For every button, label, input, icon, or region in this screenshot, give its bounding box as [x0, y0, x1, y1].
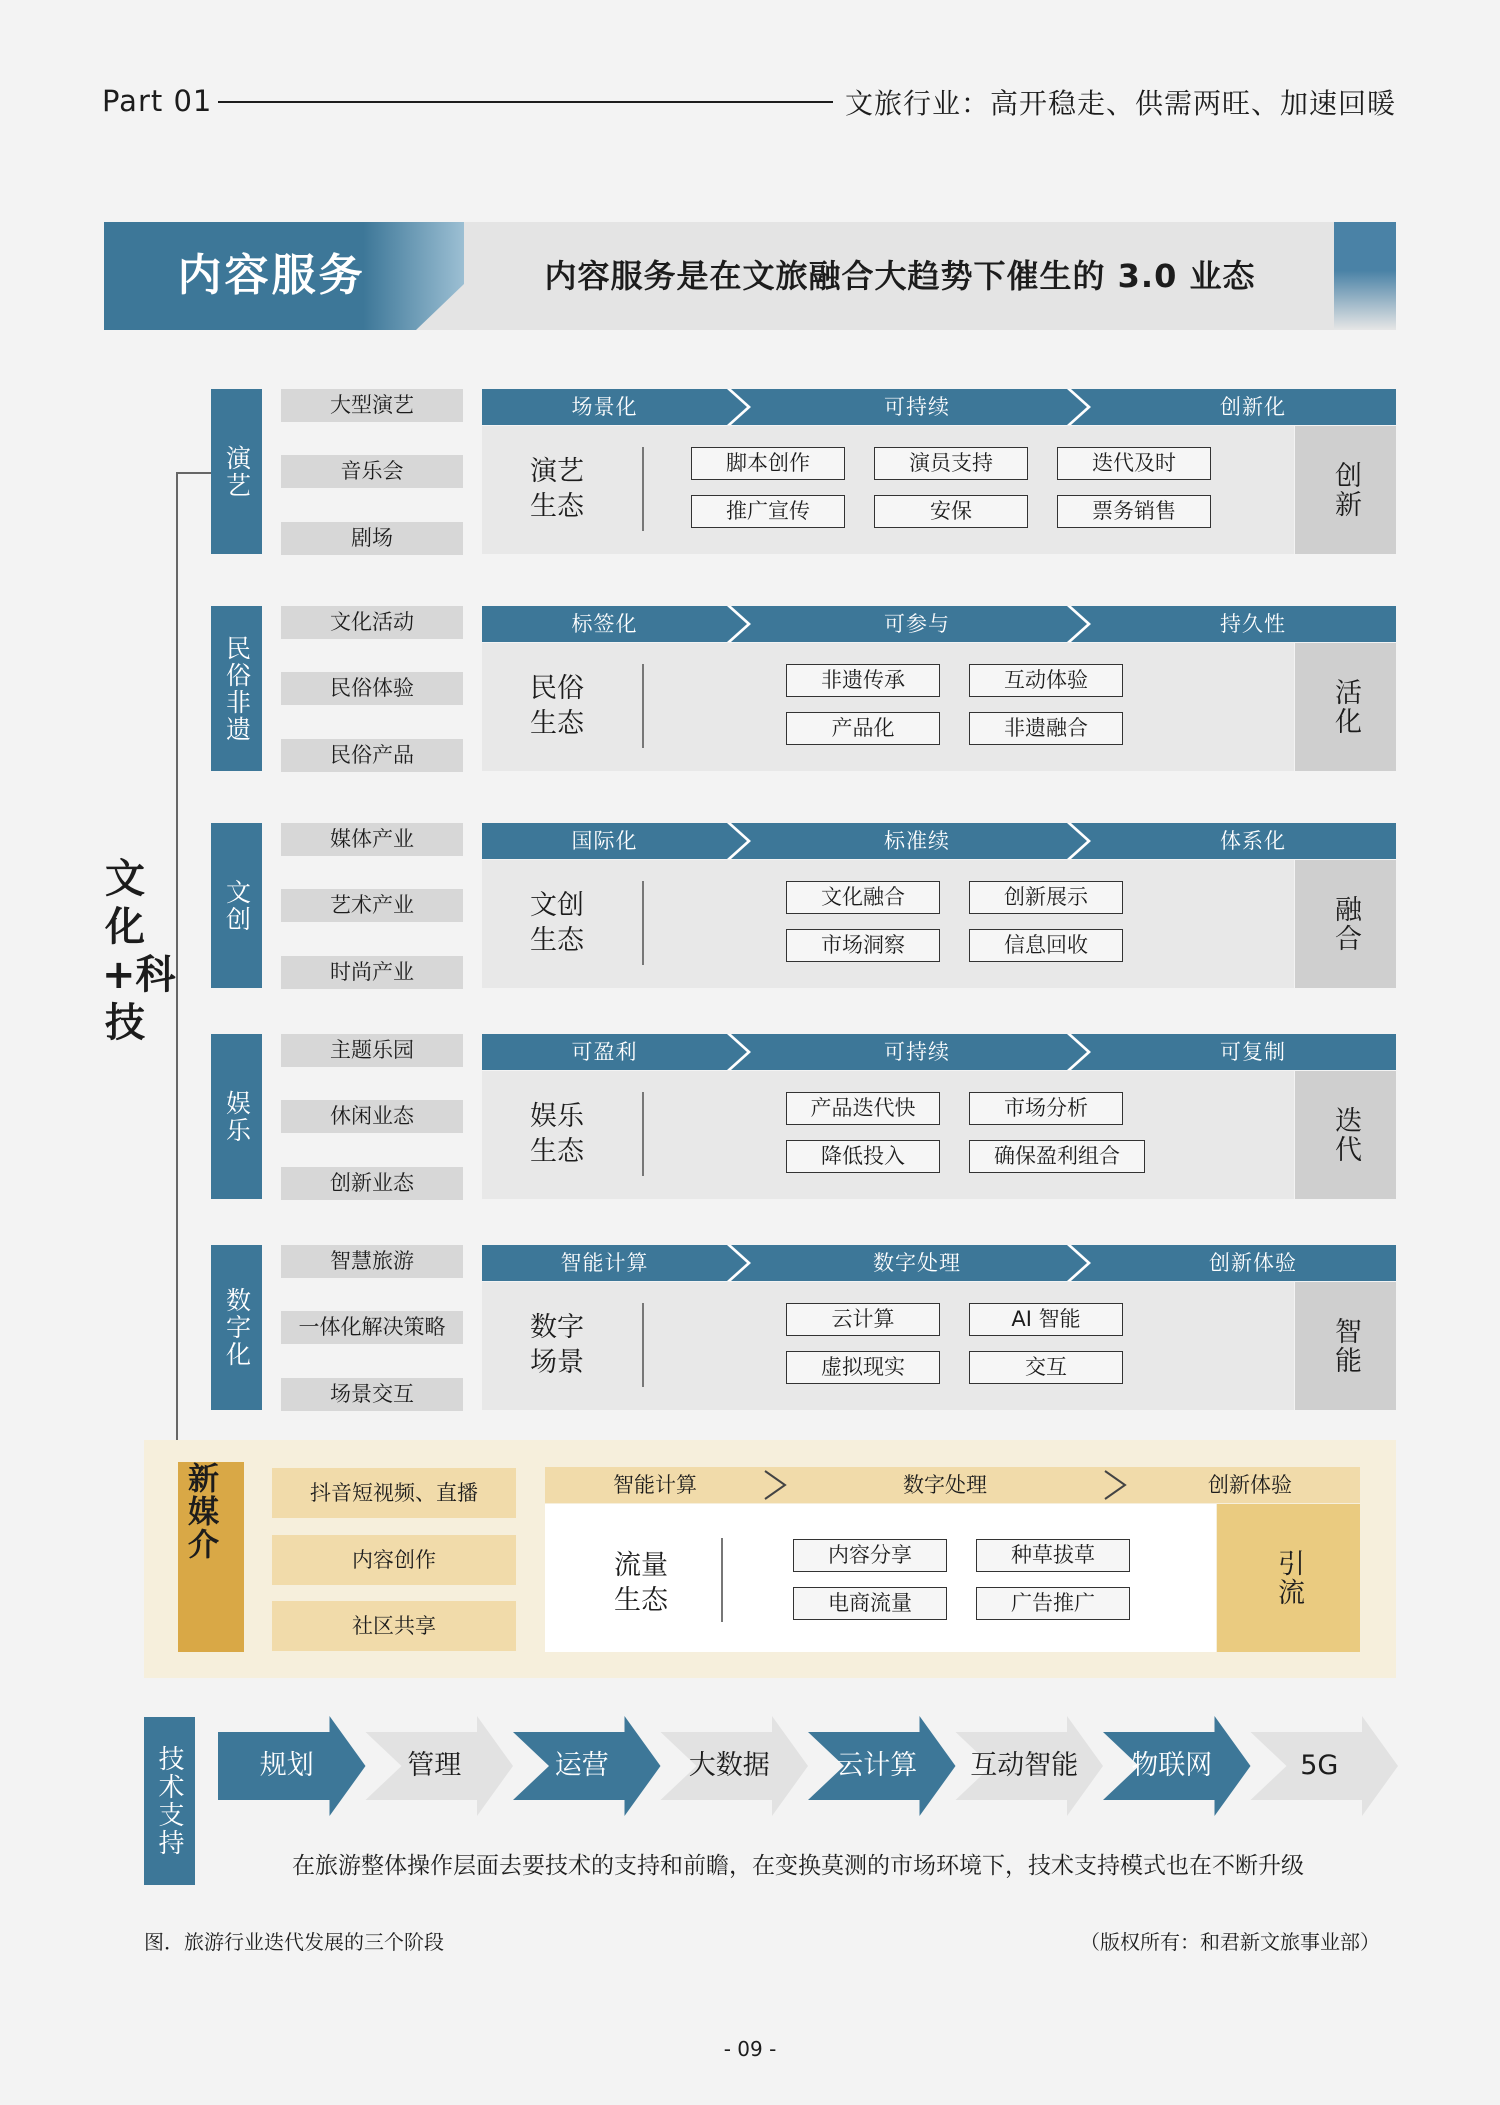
new-media-tag: 广告推广 — [976, 1587, 1130, 1620]
attribute-tag: 脚本创作 — [691, 447, 845, 480]
category-box — [211, 1034, 262, 1199]
header-title: 文旅行业：高开稳走、供需两旺、加速回暖 — [844, 87, 1396, 120]
tech-support-label: 技术支持 — [154, 1745, 184, 1857]
outcome-box — [1295, 1282, 1396, 1410]
stage-panel — [482, 860, 1294, 988]
ecosystem-label — [512, 454, 602, 524]
sub-item: 剧场 — [281, 522, 463, 555]
attribute-tag: AI 智能 — [969, 1303, 1123, 1336]
category-box — [211, 606, 262, 771]
ecosystem-line: 生态 — [614, 1585, 668, 1616]
ecosystem-line: 数字 — [530, 1312, 584, 1343]
attribute-tag: 迭代及时 — [1057, 447, 1211, 480]
stage-label: 创新化 — [1220, 395, 1286, 419]
outcome-box — [1295, 643, 1396, 771]
new-media-category — [178, 1462, 244, 1652]
attribute-tag: 交互 — [969, 1351, 1123, 1384]
copyright-note: （版权所有：和君新文旅事业部） — [1080, 1930, 1380, 1954]
new-media-stage: 智能计算 — [613, 1473, 697, 1497]
stage-panel — [482, 1282, 1294, 1410]
stage-label: 可参与 — [884, 612, 950, 636]
sub-item: 艺术产业 — [281, 889, 463, 922]
tech-step-label: 5G — [1300, 1750, 1339, 1781]
sub-item: 智慧旅游 — [281, 1245, 463, 1278]
stage-label: 可盈利 — [571, 1040, 638, 1064]
ecosystem-label — [512, 1310, 602, 1380]
new-media-tag: 电商流量 — [793, 1587, 947, 1620]
stage-label: 可复制 — [1220, 1040, 1286, 1064]
stage-label: 智能计算 — [560, 1251, 649, 1275]
banner-label: 内容服务 — [177, 250, 366, 301]
attribute-tag: 产品化 — [786, 712, 940, 745]
new-media-item: 内容创作 — [272, 1535, 516, 1585]
attribute-tag: 云计算 — [786, 1303, 940, 1336]
outcome-label: 融合 — [1330, 895, 1361, 953]
attribute-tag: 文化融合 — [786, 881, 940, 914]
attribute-tag: 产品迭代快 — [786, 1092, 940, 1125]
outcome-label: 迭代 — [1330, 1106, 1361, 1164]
ecosystem-label — [512, 671, 602, 741]
category-box — [211, 823, 262, 988]
sub-item: 场景交互 — [281, 1378, 463, 1411]
new-media-category-label: 新媒介 — [182, 1462, 218, 1561]
banner-subtitle: 内容服务是在文旅融合大趋势下催生的 3.0 业态 — [544, 257, 1256, 295]
header-rule — [218, 101, 833, 103]
outcome-box — [1295, 426, 1396, 554]
sub-item: 大型演艺 — [281, 389, 463, 422]
new-media-tag: 内容分享 — [793, 1539, 947, 1572]
category-label: 数字化 — [222, 1287, 252, 1368]
outcome-box — [1295, 1071, 1396, 1199]
tech-step-label: 云计算 — [836, 1750, 918, 1781]
stage-label: 创新体验 — [1209, 1251, 1297, 1275]
tech-step-label: 大数据 — [688, 1750, 770, 1781]
sub-item: 民俗产品 — [281, 739, 463, 772]
ecosystem-label — [512, 888, 602, 958]
attribute-tag: 票务销售 — [1057, 495, 1211, 528]
divider — [642, 881, 644, 965]
ecosystem-line: 生态 — [530, 1136, 584, 1167]
ecosystem-label — [512, 1099, 602, 1169]
new-media-outcome — [1217, 1504, 1360, 1652]
ecosystem-line: 流量 — [614, 1550, 668, 1581]
sub-item: 媒体产业 — [281, 823, 463, 856]
divider — [642, 447, 644, 531]
ecosystem-line: 民俗 — [530, 673, 584, 704]
category-box — [211, 1245, 262, 1410]
ecosystem-line: 娱乐 — [530, 1101, 584, 1132]
tech-support-category — [144, 1717, 195, 1885]
tech-support-description: 在旅游整体操作层面去要技术的支持和前瞻，在变换莫测的市场环境下，技术支持模式也在不断升级 — [292, 1853, 1304, 1879]
stage-label: 数字处理 — [873, 1251, 961, 1275]
attribute-tag: 信息回收 — [969, 929, 1123, 962]
sub-item: 一体化解决策略 — [281, 1311, 463, 1344]
new-media-tag: 种草拔草 — [976, 1539, 1130, 1572]
category-box — [211, 389, 262, 554]
sub-item: 休闲业态 — [281, 1100, 463, 1133]
stage-label: 标签化 — [571, 612, 638, 636]
attribute-tag: 虚拟现实 — [786, 1351, 940, 1384]
attribute-tag: 市场洞察 — [786, 929, 940, 962]
divider — [721, 1538, 723, 1622]
stage-label: 可持续 — [884, 1040, 950, 1064]
page-number: - 09 - — [723, 2037, 777, 2061]
stage-panel — [482, 643, 1294, 771]
bracket-tick — [176, 472, 212, 474]
stage-label: 持久性 — [1220, 612, 1286, 636]
sub-item: 音乐会 — [281, 455, 463, 488]
category-label: 演艺 — [222, 444, 252, 499]
bracket-line — [176, 472, 178, 1440]
new-media-outcome-label: 引流 — [1273, 1549, 1304, 1607]
sub-item: 创新业态 — [281, 1167, 463, 1200]
sub-item: 主题乐园 — [281, 1034, 463, 1067]
attribute-tag: 市场分析 — [969, 1092, 1123, 1125]
culture-tech-label: 文化+科技 — [102, 856, 176, 1046]
stage-label: 可持续 — [884, 395, 950, 419]
new-media-item: 社区共享 — [272, 1601, 516, 1651]
tech-step-label: 物联网 — [1131, 1750, 1213, 1781]
ecosystem-line: 场景 — [530, 1347, 584, 1378]
stage-label: 国际化 — [571, 829, 638, 853]
stage-label: 场景化 — [571, 395, 638, 419]
sub-item: 文化活动 — [281, 606, 463, 639]
tech-step-label: 规划 — [259, 1750, 314, 1781]
category-label: 民俗非遗 — [222, 634, 252, 743]
ecosystem-line: 演艺 — [530, 456, 584, 487]
attribute-tag: 确保盈利组合 — [969, 1140, 1145, 1173]
tech-step-label: 管理 — [407, 1750, 462, 1781]
part-label: Part 01 — [102, 84, 213, 118]
outcome-label: 智能 — [1330, 1317, 1361, 1375]
stage-label: 标准续 — [884, 829, 950, 853]
ecosystem-line: 生态 — [530, 925, 584, 956]
banner-tab — [1334, 222, 1396, 330]
outcome-label: 创新 — [1330, 461, 1361, 519]
category-label: 文创 — [222, 878, 252, 933]
divider — [642, 664, 644, 748]
outcome-box — [1295, 860, 1396, 988]
attribute-tag: 降低投入 — [786, 1140, 940, 1173]
stage-label: 体系化 — [1220, 829, 1286, 853]
sub-item: 民俗体验 — [281, 672, 463, 705]
sub-item: 时尚产业 — [281, 956, 463, 989]
attribute-tag: 安保 — [874, 495, 1028, 528]
ecosystem-line: 文创 — [530, 890, 584, 921]
attribute-tag: 非遗传承 — [786, 664, 940, 697]
figure-caption: 图．旅游行业迭代发展的三个阶段 — [144, 1930, 444, 1954]
attribute-tag: 非遗融合 — [969, 712, 1123, 745]
attribute-tag: 创新展示 — [969, 881, 1123, 914]
ecosystem-line: 生态 — [530, 491, 584, 522]
ecosystem-line: 生态 — [530, 708, 584, 739]
divider — [642, 1092, 644, 1176]
attribute-tag: 推广宣传 — [691, 495, 845, 528]
new-media-stage: 创新体验 — [1208, 1473, 1292, 1497]
new-media-item: 抖音短视频、直播 — [272, 1468, 516, 1518]
stage-panel — [482, 1071, 1294, 1199]
attribute-tag: 互动体验 — [969, 664, 1123, 697]
category-label: 娱乐 — [222, 1089, 252, 1144]
attribute-tag: 演员支持 — [874, 447, 1028, 480]
new-media-ecosystem — [596, 1548, 686, 1618]
divider — [642, 1303, 644, 1387]
new-media-stage: 数字处理 — [903, 1473, 987, 1497]
tech-step-label: 运营 — [554, 1750, 609, 1781]
stage-panel — [482, 426, 1294, 554]
tech-step-label: 互动智能 — [970, 1750, 1079, 1781]
outcome-label: 活化 — [1330, 678, 1361, 736]
